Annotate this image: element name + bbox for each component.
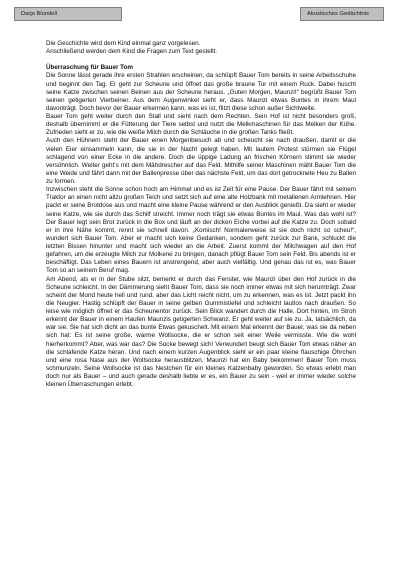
story-paragraph: Am Abend, als er in der Stube sitzt, bemerkt er durch das Fenster, wie Maunzi über den Hof zurück in die Scheune schleicht. In der Dämmerung sieht Bauer Tom, dass sie noch immer etwas mit sich herumträgt. Zwar scheint der Mond heute hell und rund, aber das Licht reicht nicht, um zu erkennen, was es ist. Jetzt packt ihn die Neugier. Hastig schlüpft der Bauer in seine gelben Gummistiefel und schleicht lautlos nach draußen. So leise wie möglich öffnet er das Scheunentor zurück. Sein Blick wandert durch die Halle. Dort hinten, im Stroh erkennt der Bauer in einem Haufen Maunzis getigerten Schwanz. Er geht weiter auf sie zu. Ja, tatsächlich, da war sie. Sie hat sich dicht an das bunte Etwas gekuschelt. Mit einem Mal erkennt der Bauer, was sie da neben sich hat: Es ist seine große, warme Wollsocke, die er schon seit einer Weile vermisste. Wie die wohl hierherkommt? Aber, was war das? Die Socke bewegt sich! Verwundert beugt sich Bauer Tom etwas näher an die schlafende Katze heran. Und nach einem kurzen Augenblick sieht er ein paar kleine flauschige Öhrchen und eine rosa Nase aus der Wollsocke herausblitzen. Maunzi hat ein Baby bekommen! Bauer Tom muss schmunzeln. Seine Wollsocke ist das Nestchen für ein kleines Katzenbaby geworden. So etwas erlebt man doch nur als Bauer – und auch gerade deshalb liebte er es, ein Bauer zu sein - weil er immer wieder solche kleinen Überraschungen erlebt. <box>46 275 356 389</box>
author-name: Darja Blundell <box>14 7 122 21</box>
story-title: Überraschung für Bauer Tom <box>46 64 134 72</box>
intro-line: Anschließend werden dem Kind die Fragen zum Text gestellt. <box>46 48 218 56</box>
page-header <box>14 5 384 22</box>
document-body <box>46 40 356 389</box>
intro-instructions <box>46 40 356 56</box>
intro-line: Die Geschichte wird dem Kind einmal ganz vorgelesen. <box>46 40 201 47</box>
document-subject: Akustisches Gedächtnis <box>300 7 384 21</box>
story <box>46 64 356 389</box>
story-paragraph: Inzwischen steht die Sonne schon hoch am Himmel und es ist Zeit für eine Pause. Der Bauer fährt mit seinem Traktor an einen nicht allzu großen Teich und setzt sich auf eine alte Holzbank mit metallenen Armlehnen. Hier packt er seine Brotdose aus und macht eine kleine Pause während er den Ausblick genießt. Da sieht er wieder seine Katze, wie sie durch das Schilf streicht. Immer noch trägt sie etwas Buntes im Maul. Was das wohl ist? Der Bauer legt sein Brot zurück in die Box und läuft an der dicken Eiche vorbei auf die Katze zu. Doch sobald er in ihre Nähe kommt, rennt sie schnell davon. „Komisch! Normalerweise ist sie doch nicht so scheu!“, wundert sich Bauer Tom. Aber er macht sich keine Gedanken, sondern geht zurück zur Bank, schluckt die letzten Bissen hinunter und macht sich wieder an die Arbeit. Zuerst kommt der Milchwagen auf den Hof gefahren, um die erzeugte Milch zur Molkerei zu bringen, danach pflügt Bauer Tom sein Feld. Bis abends ist er beschäftigt. Das Leben eines Bauern ist anstrengend, aber auch vielfältig. Und genau das ist es, was Bauer Tom so an seinem Beruf mag. <box>46 186 356 275</box>
story-paragraph: Bauer Tom geht weiter durch den Stall und sieht nach dem Rechten. Sein Hof ist nicht besonders groß, deshalb übernimmt er die Fütterung der Tiere selbst und nutzt die Melkmaschinen für das Melken der Kühe. Zufrieden sieht er zu, wie die weiße Milch durch die Schläuche in die großen Tanks fließt. <box>46 113 356 137</box>
story-paragraph: Die Sonne lässt gerade ihre ersten Strahlen erscheinen, da schlüpft Bauer Tom bereits in seine Arbeitsschuhe und beginnt den Tag. Er geht zur Scheune und öffnet das große braune Tor mit einem Ruck. Dabei huscht seine Katze zwischen seinen Beinen aus der Scheune heraus. „Guten Morgen, Maunzi!“ begrüßt Bauer Tom seinen getigerten Vierbeiner. Aus dem Augenwinkel sieht er, dass Maunzi etwas Buntes in ihrem Maul davonträgt. Doch bevor der Bauer erkennen kann, was es ist, flitzt diese schon außer Sichtweite. <box>46 72 356 112</box>
story-paragraph: Auch den Hühnern steht der Bauer einen Morgenbesuch ab und scheucht sie nach draußen, damit er die vielen Eier einsammeln kann, die sie in der Nacht gelegt haben. Mit lautem Protest stürmen sie Flügel schlagend von einer Ecke in die andere. Doch die üppige Ladung an frischen Körnern stimmt sie wieder versöhnlich. Weiter geht’s mit dem Mähdrescher auf das Feld. Mithilfe seiner Maschinen mäht Bauer Tom die eine Weide und fährt dann mit der Ballenpresse über das nächste Feld, um das dort getrocknete Heu zu Ballen zu formen. <box>46 137 356 185</box>
